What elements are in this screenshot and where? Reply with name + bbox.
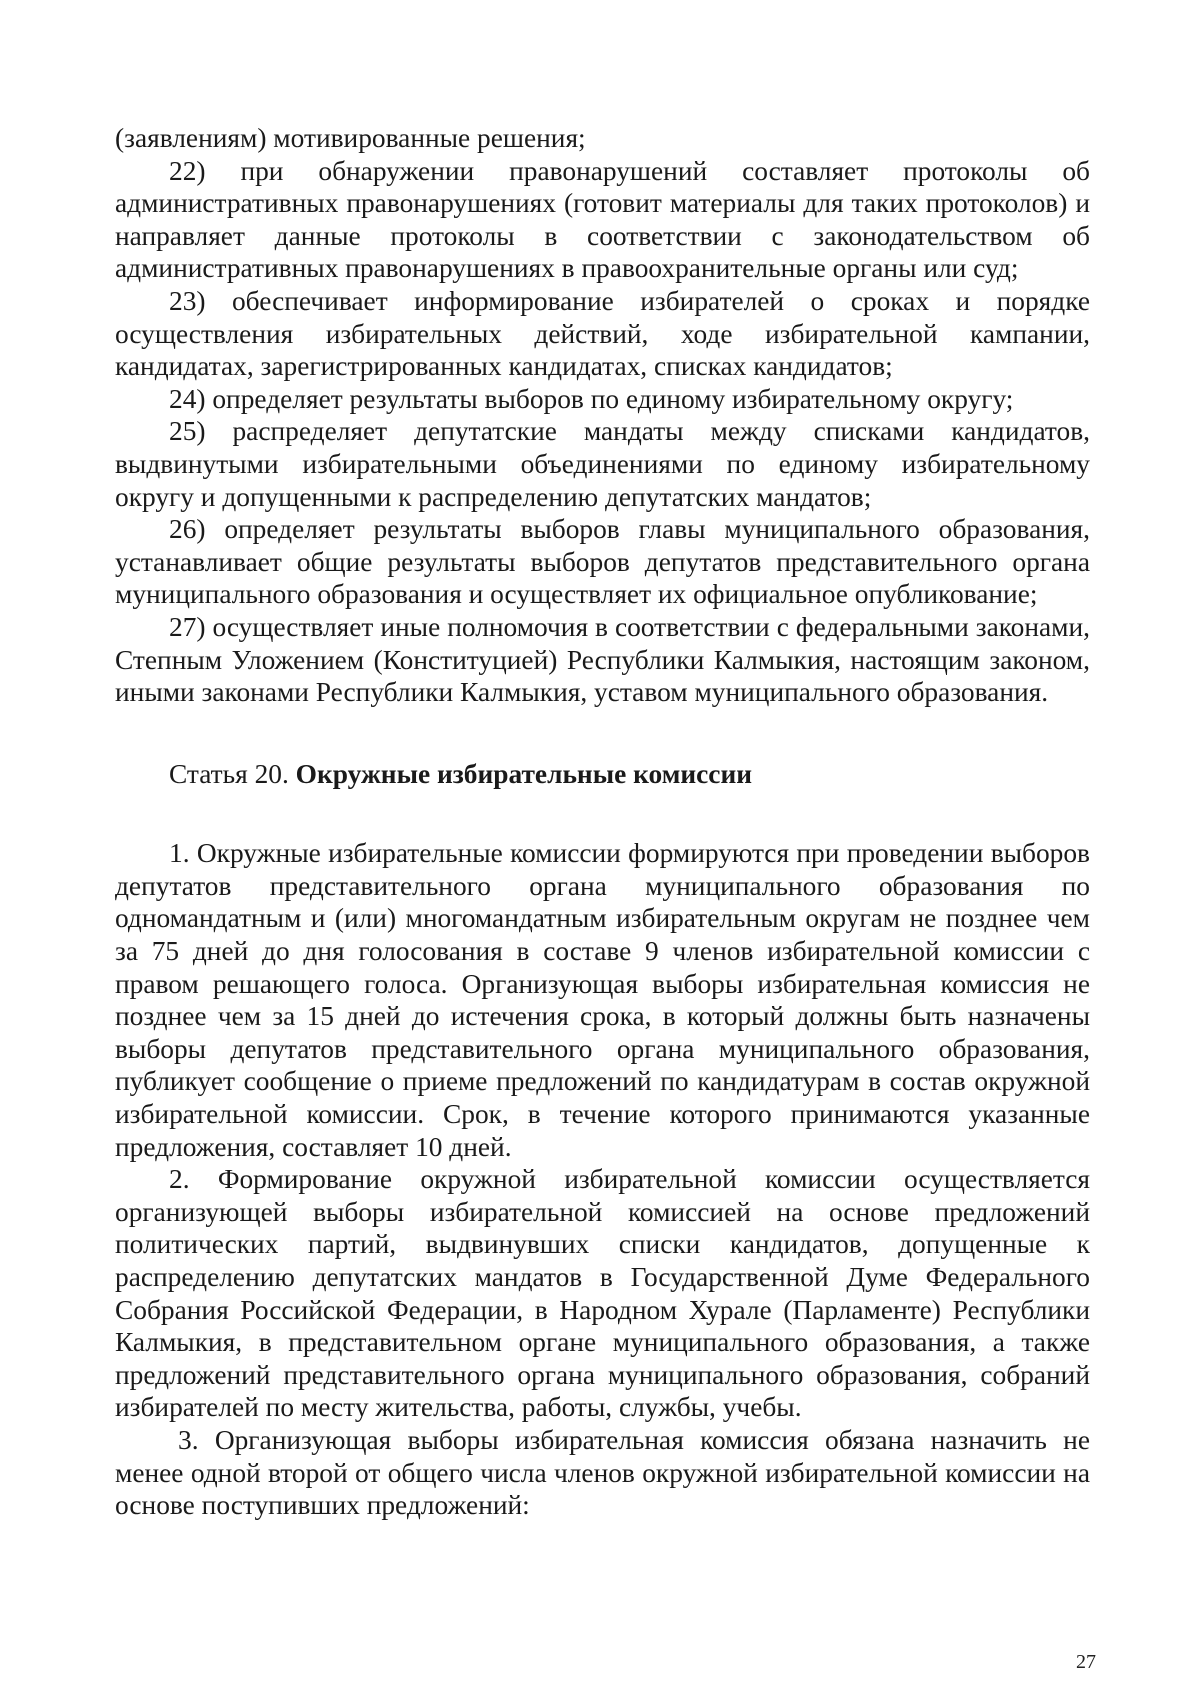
article-paragraph-2: 2. Формирование окружной избирательной комиссии осуществляется организующей выборы избирательной комиссией на основе предложений политических партий, выдвинувших списки кандидатов, допущенные к распределению депутатских мандатов в Государственной Думе Федерального Собрания Российской Федерации, в Народном Хурале (Парламенте) Республики Калмыкия, в представительном органе муниципального образования, а также предложений представительного органа муниципального образования, собраний избирателей по месту жительства, работы, службы, учебы. xyxy=(115,1164,1090,1423)
paragraph-item-27: 27) осуществляет иные полномочия в соответствии с федеральными законами, Степным Уложением (Конституцией) Республики Калмыкия, настоящим законом, иными законами Республики Калмыкия, уставом муниципального образования. xyxy=(115,611,1090,708)
document-page xyxy=(115,122,1090,1522)
article-paragraph-1: 1. Окружные избирательные комиссии формируются при проведении выборов депутатов представительного органа муниципального образования по одномандатным и (или) многомандатным избирательным округам не позднее чем за 75 дней до дня голосования в составе 9 членов избирательной комиссии с правом решающего голоса. Организующая выборы избирательная комиссия не позднее чем за 15 дней до истечения срока, в который должны быть назначены выборы депутатов представительного органа муниципального образования, публикует сообщение о приеме предложений по кандидатурам в состав окружной избирательной комиссии. Срок, в течение которого принимаются указанные предложения, составляет 10 дней. xyxy=(115,838,1090,1162)
paragraph-item-24: 24) определяет результаты выборов по единому избирательному округу; xyxy=(169,383,1014,414)
article-title: Окружные избирательные комиссии xyxy=(295,758,753,789)
page-number: 27 xyxy=(1076,1651,1096,1673)
paragraph-item-25: 25) распределяет депутатские мандаты между списками кандидатов, выдвинутыми избирательными объединениями по единому избирательному округу и допущенными к распределению депутатских мандатов; xyxy=(115,416,1090,512)
article-heading xyxy=(115,758,1090,791)
article-paragraph-3: 3. Организующая выборы избирательная комиссия обязана назначить не менее одной второй от общего числа членов окружной избирательной комиссии на основе поступивших предложений: xyxy=(115,1424,1090,1521)
paragraph-continuation: (заявлениям) мотивированные решения; xyxy=(115,123,586,153)
paragraph-item-22: 22) при обнаружении правонарушений составляет протоколы об административных правонарушениях (готовит материалы для таких протоколов) и направляет данные протоколы в соответствии с законодательством об административных правонарушениях в правоохранительные органы или суд; xyxy=(115,155,1090,284)
article-number: Статья 20. xyxy=(169,758,296,789)
paragraph-item-26: 26) определяет результаты выборов главы муниципального образования, устанавливает общие результаты выборов депутатов представительного органа муниципального образования и осуществляет их официальное опубликование; xyxy=(115,514,1090,610)
paragraph-item-23: 23) обеспечивает информирование избирателей о сроках и порядке осуществления избирательных действий, ходе избирательной кампании, кандидатах, зарегистрированных кандидатах, списках кандидатов; xyxy=(115,285,1090,382)
